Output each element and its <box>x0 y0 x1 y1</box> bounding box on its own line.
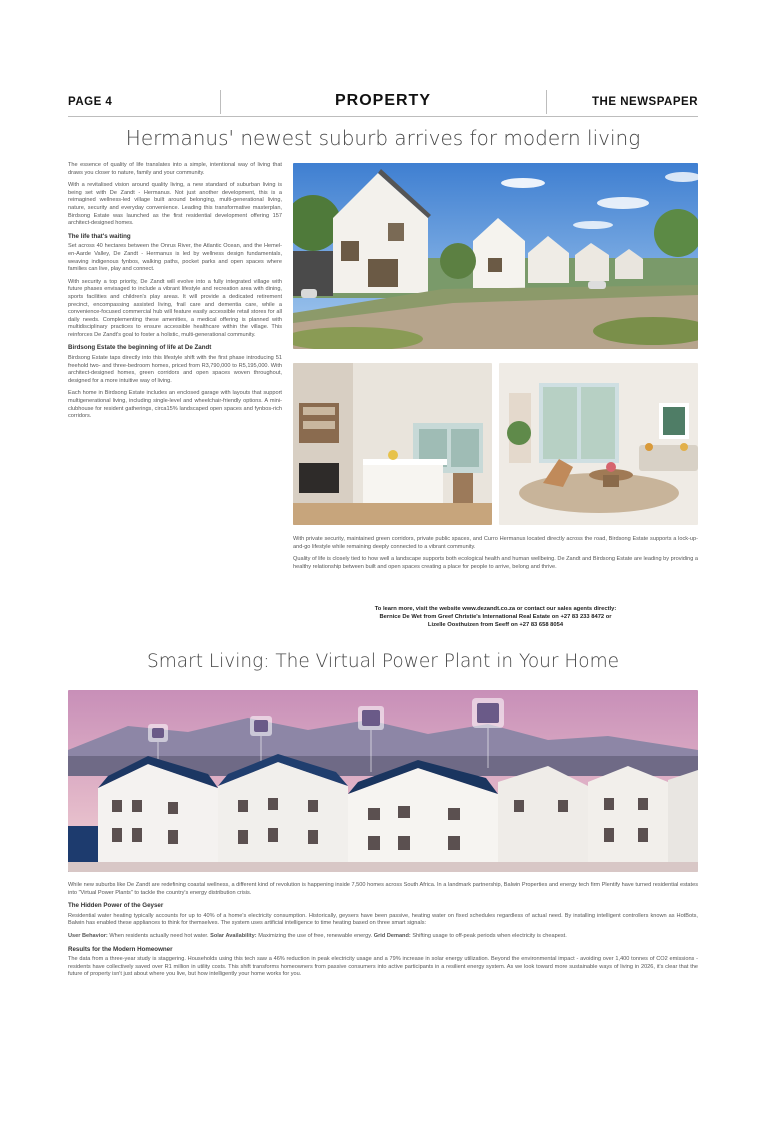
paragraph: With a revitalised vision around quality living, a new standard of suburban living is being set with De Zandt - Hermanus. Not just another development, this is a reimagined wellness-led village built around belonging, multi-generational living, nature, security and everyday convenience. Leading this transformative masterplan, Birdsong Estate was launched as the first residential development offering 157 architect-designed homes. <box>68 182 282 227</box>
masthead-divider <box>546 90 547 114</box>
subheading: Results for the Modern Homeowner <box>68 945 173 953</box>
paragraph: With security a top priority, De Zandt will evolve into a fully integrated village with future phases envisaged to include a vibrant lifestyle and recreation area with dining, sports facilities and children's play areas. It will provide a dedicated retirement precinct, encompassing assisted living, frail care and dementia care, while a convenience-focused commercial hub will feature easily accessible retail stores for all daily needs. Complementing these amenities, a medical offering is planned with multidisciplinary practices to ensure accessible healthcare within the village. This reinforces De Zandt's goal to foster a holistic, multi-generational community. <box>68 278 282 338</box>
paragraph: Set across 40 hectares between the Onrus River, the Atlantic Ocean, and the Hemel-en-Aarde Valley, De Zandt - Hermanus is led by wellness design fundamentals, weaving indigenous fynbos, walking paths, pocket parks and open spaces where families can live, play and connect. <box>68 243 282 273</box>
signal-label: User Behavior: <box>68 932 108 939</box>
article2-body <box>68 882 698 984</box>
article1-left-column <box>68 162 282 426</box>
paragraph: While new suburbs like De Zandt are redefining coastal wellness, a different kind of revolution is happening inside 7,500 homes across South Africa. In a landmark partnership, Balwin Properties and energy tech firm Plentify have turned residential estates into "Virtual Power Plants" to tackle the country's energy distribution crisis. <box>68 882 698 896</box>
kitchen-interior-photo <box>293 363 492 525</box>
subheading: Birdsong Estate the beginning of life at De Zandt <box>68 344 212 352</box>
contact-line: To learn more, visit the website www.dezandt.co.za or contact our sales agents directly: <box>374 606 617 612</box>
article1-right-text <box>293 536 698 576</box>
paragraph: Quality of life is closely tied to how well a landscape supports both ecological health and human wellbeing. De Zandt and Birdsong Estate are leading by providing a healthy relationship between built and open spaces creating a place for people to arrive, belong and thrive. <box>293 556 698 570</box>
paragraph: Each home in Birdsong Estate includes an enclosed garage with layouts that support multigenerational living, including single-level and wheelchair-friendly options. A mini-clubhouse for resident gatherings, circa15% landscaped open spaces and fynbos-rich corridors. <box>68 390 282 420</box>
living-room-photo <box>499 363 698 525</box>
contact-line: Lizelle Oosthuizen from Seeff on +27 83 658 8054 <box>427 622 564 629</box>
subheading: The life that's waiting <box>68 232 131 240</box>
publication-name: THE NEWSPAPER <box>592 96 698 108</box>
subheading: The Hidden Power of the Geyser <box>68 902 164 910</box>
signal-text: When residents actually need hot water. <box>107 932 211 939</box>
signal-text: Shifting usage to off-peak periods when electricity is cheapest. <box>410 932 567 939</box>
contact-line: Bernice De Wet from Greef Christie's International Real Estate on +27 83 233 8472 or <box>379 614 612 621</box>
section-title: PROPERTY <box>334 92 431 109</box>
paragraph: The essence of quality of life translates into a simple, intentional way of living that draws you closer to nature, family and your community. <box>68 162 282 176</box>
contact-callout <box>293 605 698 630</box>
signal-label: Grid Demand: <box>373 932 411 939</box>
paragraph: Residential water heating typically accounts for up to 40% of a home's electricity consumption. Historically, geysers have been passive, heating water on fixed schedules regardless of actual need. By installing intelligent controllers known as HotBots, Balwin has enabled these appliances to think for themselves. The system uses artificial intelligence to time heating based on three smart signals: <box>68 912 698 927</box>
paragraph: The data from a three-year study is staggering. Households using this tech saw a 46% reduction in peak electricity usage and a 79% increase in solar energy utilization. Beyond the environmental impact - avoiding over 1,400 tonnes of CO2 emissions - residents have collectively saved over R1 million in utility costs. This shift transforms homeowners from passive consumers into active participants in a resilient energy system. As we look toward more sustainable ways of living in 2026, it's clear that the future of property isn't just about where you live, but how intelligently your home works for you. <box>68 956 698 978</box>
estate-exterior-photo <box>293 163 698 349</box>
signal-text: Maximizing the use of free, renewable energy. <box>256 932 374 939</box>
signal-label: Solar Availability: <box>210 932 257 939</box>
paragraph: Birdsong Estate taps directly into this lifestyle shift with the first phase introducing 51 freehold two- and three-bedroom homes, priced from R3,790,000 to R5,195,000. With architect-designed homes, green corridors and open spaces woven throughout, designed for a more intuitive way of living. <box>68 355 282 384</box>
masthead <box>68 88 698 117</box>
newspaper-page <box>68 0 698 1125</box>
paragraph: With private security, maintained green corridors, private public spaces, and Curro Hermanus located directly across the road, Birdsong Estate supports a lock-up-and-go lifestyle while remaining deeply connected to a vibrant community. <box>293 536 698 550</box>
solar-rooftops-photo <box>68 690 698 872</box>
article1-headline: Hermanus' newest suburb arrives for modern living <box>125 126 641 150</box>
page-number: PAGE 4 <box>68 96 113 108</box>
article2-headline: Smart Living: The Virtual Power Plant in Your Home <box>147 651 619 672</box>
signal-list <box>68 933 698 941</box>
